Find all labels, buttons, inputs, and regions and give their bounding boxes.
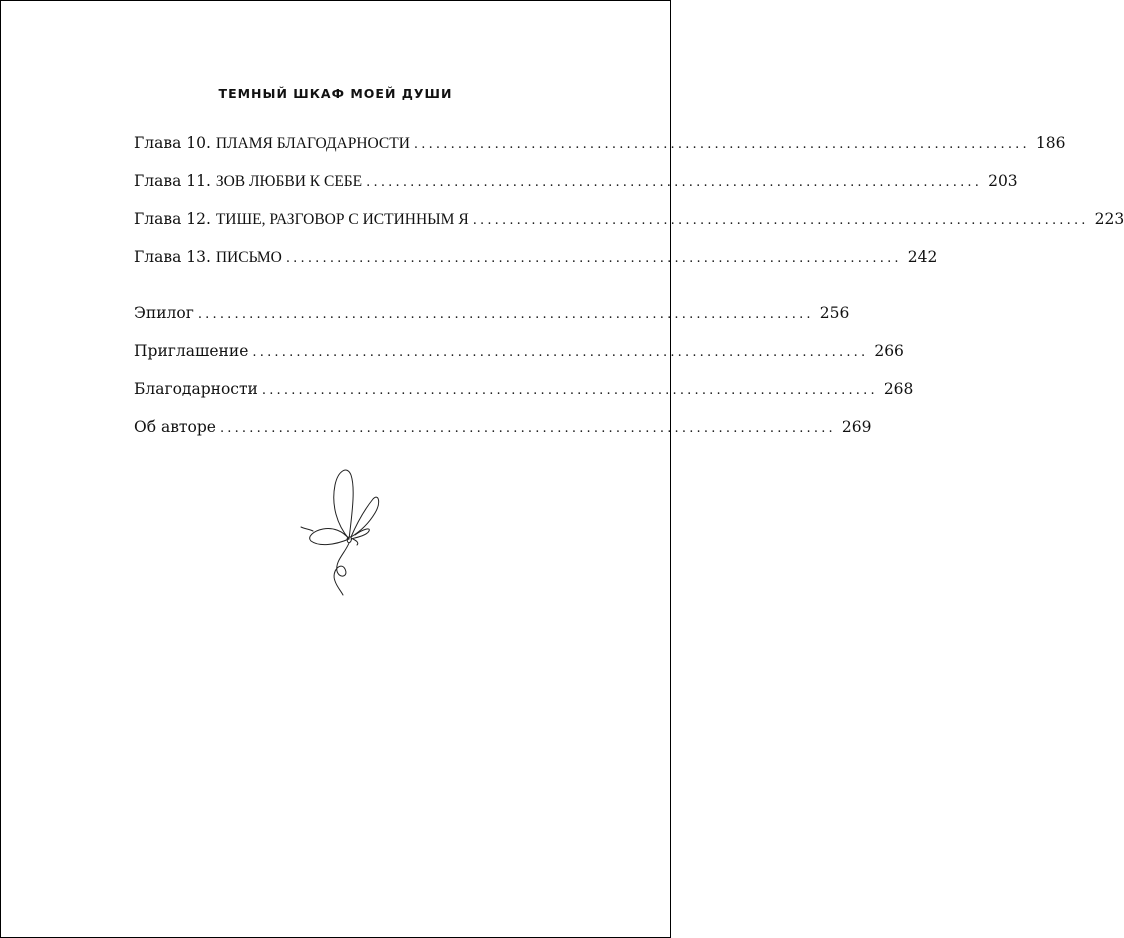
page-number: 266: [874, 342, 904, 360]
toc-chapters: [134, 134, 1124, 286]
toc-entry: [134, 210, 1124, 248]
chapter-title: ТИШЕ, РАЗГОВОР С ИСТИННЫМ Я: [215, 211, 469, 228]
toc-entry-label: Об авторе: [134, 418, 216, 436]
dot-leader: ....................................................................................: [285, 251, 902, 266]
chapter-prefix: Глава 13.: [134, 248, 211, 266]
toc-entry: [134, 172, 1018, 210]
dot-leader: ....................................................................................: [413, 137, 1030, 152]
page-number: 268: [883, 380, 914, 398]
running-title: ТЕМНЫЙ ШКАФ МОЕЙ ДУШИ: [218, 86, 453, 101]
chapter-title: ПИСЬМО: [215, 249, 282, 266]
dot-leader: ....................................................................................: [261, 383, 878, 398]
page-number: 242: [907, 248, 938, 266]
toc-entry-label: Приглашение: [134, 342, 249, 360]
toc-entry-label: Эпилог: [134, 304, 194, 322]
chapter-prefix: Глава 12.: [134, 210, 211, 228]
dot-leader: ....................................................................................: [472, 213, 1089, 228]
page-number: 269: [841, 418, 872, 436]
toc-entry: [134, 248, 938, 286]
butterfly-line-drawing-icon: [291, 459, 391, 599]
toc-entry: [134, 304, 850, 342]
toc-entry-label: Благодарности: [134, 380, 258, 398]
toc-back-matter: [134, 304, 914, 456]
chapter-prefix: Глава 10.: [134, 134, 211, 152]
chapter-title: ЗОВ ЛЮБВИ К СЕБЕ: [215, 173, 363, 190]
dot-leader: ....................................................................................: [252, 345, 869, 360]
toc-entry-label: [134, 210, 469, 229]
page-number: 203: [988, 172, 1018, 190]
page-number: 223: [1094, 210, 1124, 228]
dot-leader: ....................................................................................: [197, 307, 814, 322]
toc-entry-label: [134, 134, 410, 153]
toc-entry: [134, 342, 904, 380]
toc-entry-label: [134, 248, 282, 267]
toc-entry: [134, 380, 914, 418]
page-number: 186: [1035, 134, 1066, 152]
chapter-prefix: Глава 11.: [134, 172, 211, 190]
page-number: 256: [819, 304, 850, 322]
dot-leader: ....................................................................................: [366, 175, 983, 190]
toc-entry: [134, 418, 872, 456]
toc-entry: [134, 134, 1066, 172]
chapter-title: ПЛАМЯ БЛАГОДАРНОСТИ: [215, 135, 410, 152]
dot-leader: ....................................................................................: [219, 421, 836, 436]
toc-entry-label: [134, 172, 362, 191]
